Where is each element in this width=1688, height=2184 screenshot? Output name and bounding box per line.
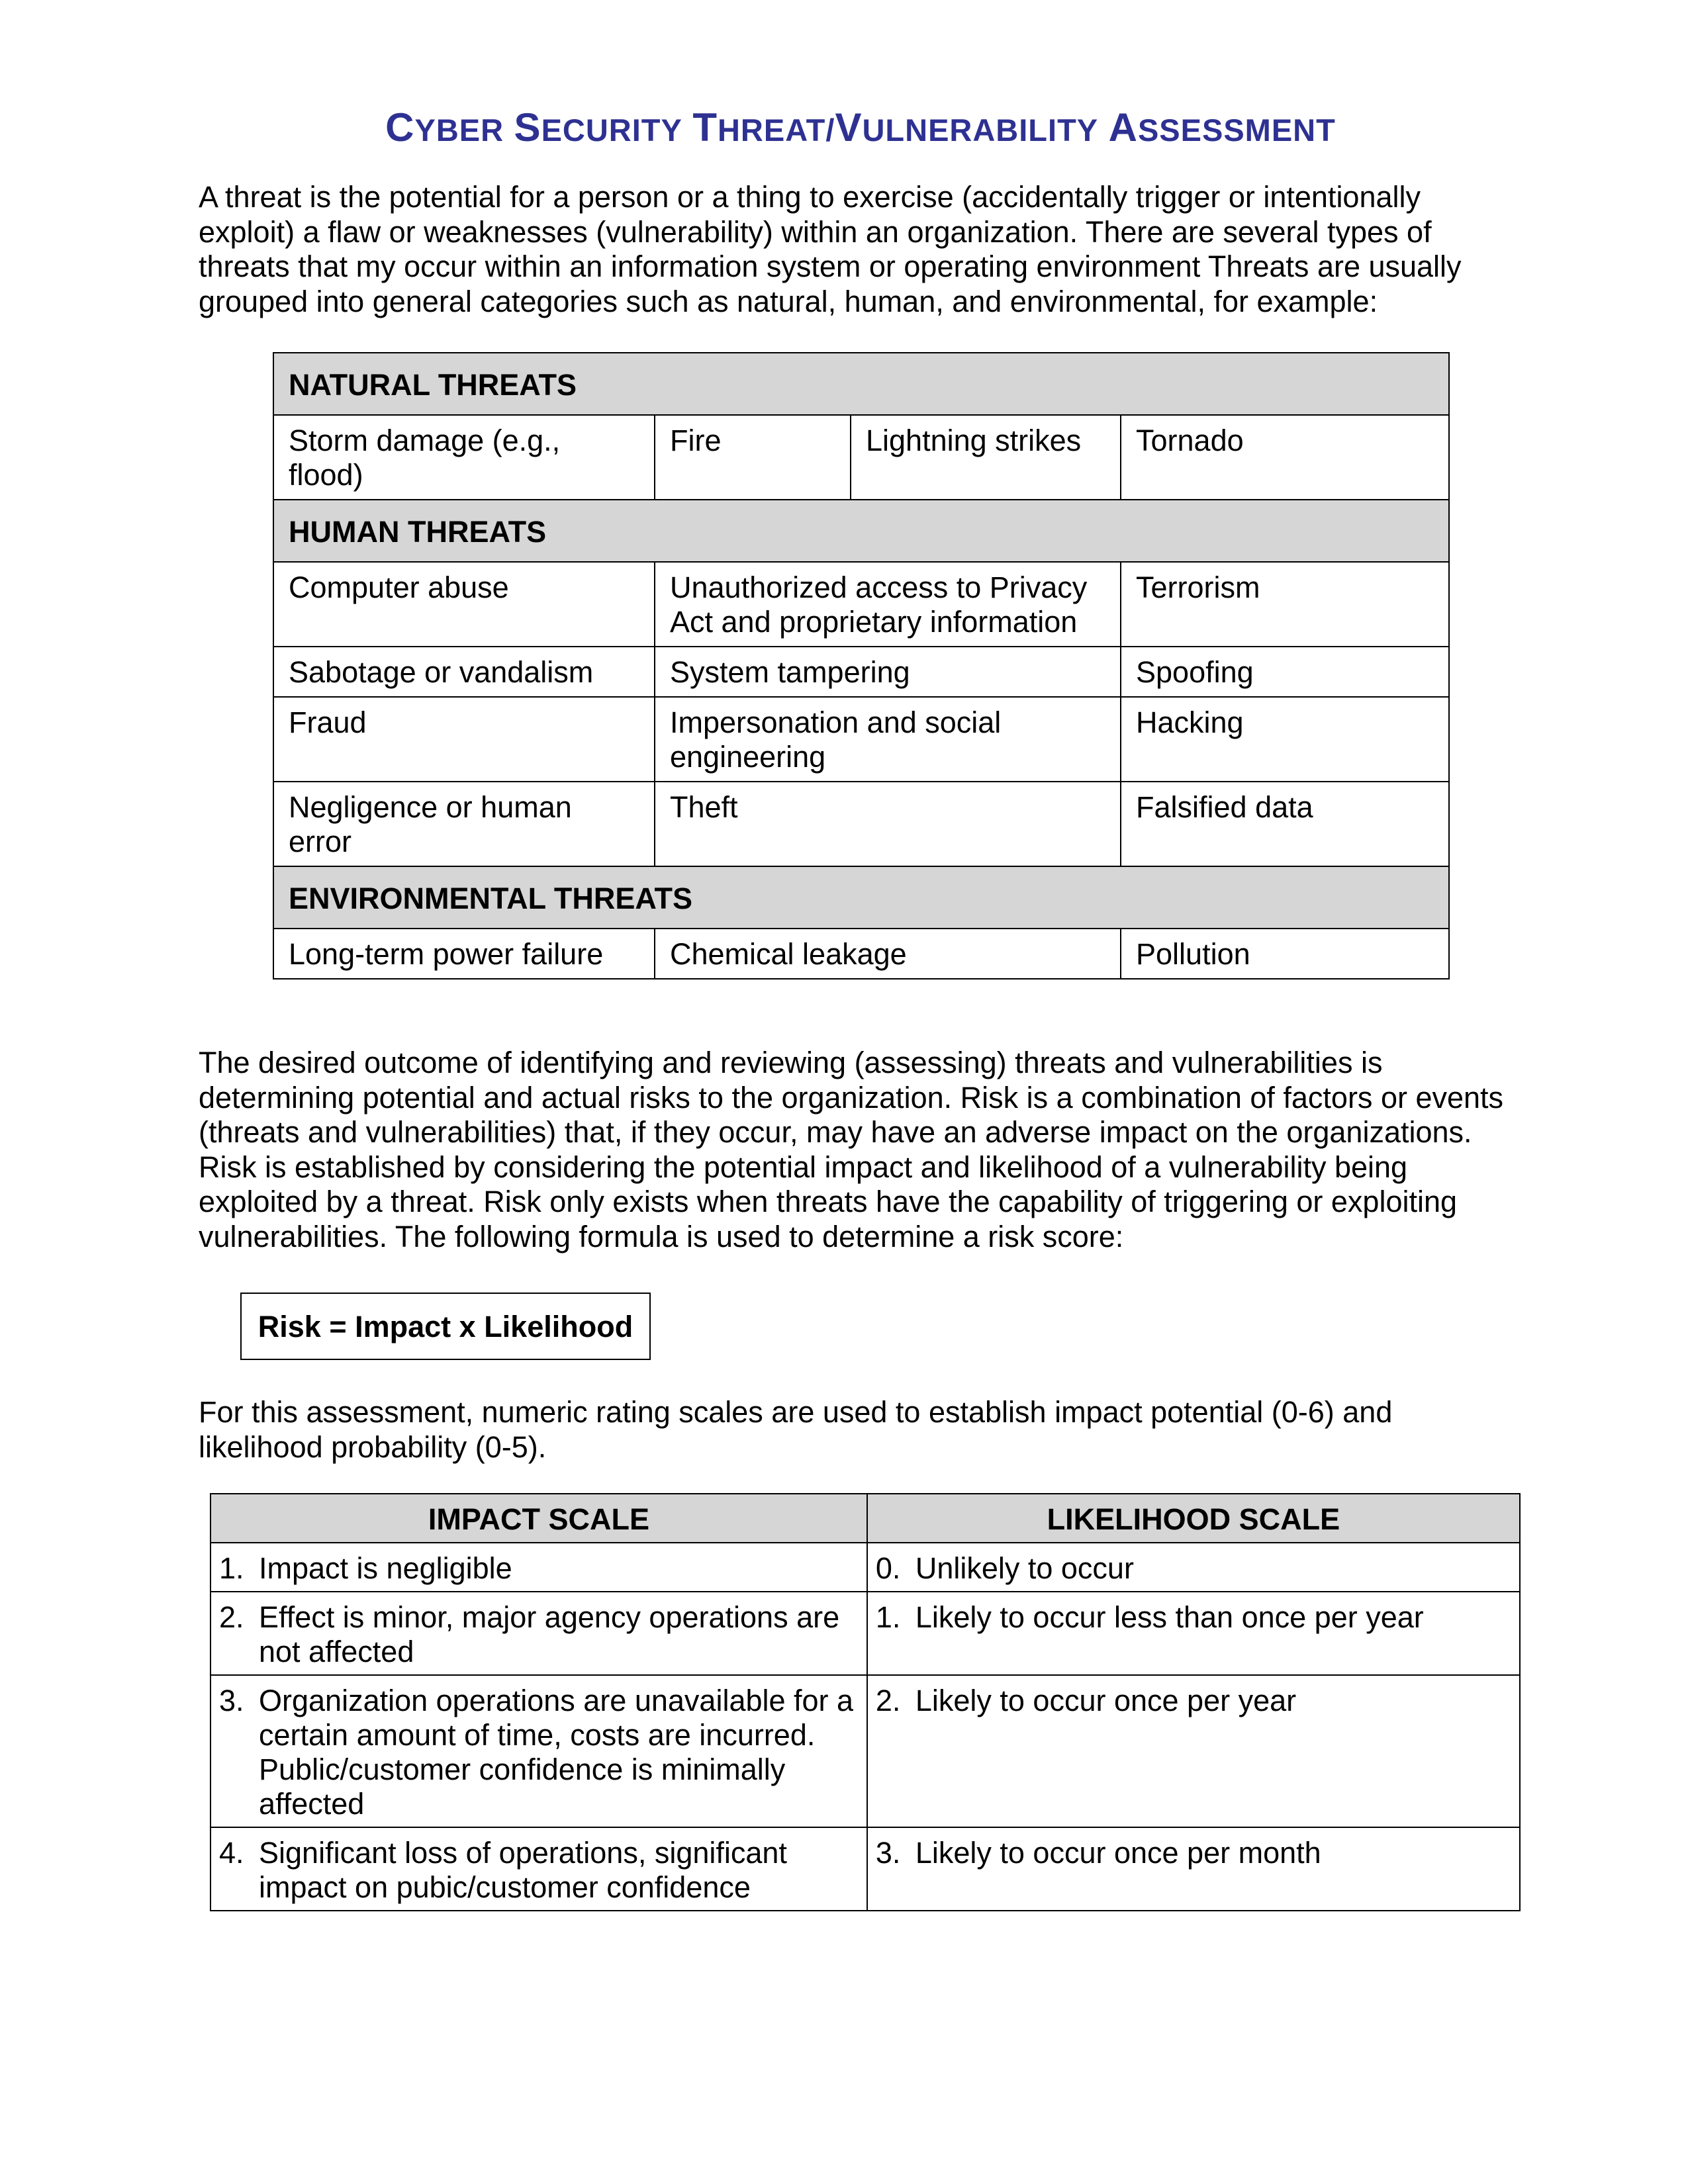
intro-paragraph: A threat is the potential for a person or a thing to exercise (accidentally trigger or intentionally exploit) a flaw or weaknesses (vulnerability) within an organization. There are several types of threats that my occur within an information system or operating environment Threats are usually grouped into general categories such as natural, human, and environmental, for example: (199, 180, 1462, 318)
table-row (273, 415, 1449, 500)
threat-cell: Chemical leakage (655, 929, 1121, 979)
table-row (211, 1675, 1520, 1827)
human-threats-header-row (273, 500, 1449, 562)
impact-scale-header: IMPACT SCALE (211, 1494, 867, 1543)
threat-cell: Fire (655, 415, 851, 500)
threat-cell: System tampering (655, 647, 1121, 697)
outcome-paragraph: The desired outcome of identifying and reviewing (assessing) threats and vulnerabilities is determining potential and actual risks to the organization. Risk is a combination of factors or events (threats and vulnerabilities) that, if they occur, may have an adverse impact on the organizations. Risk is established by considering the potential impact and likelihood of a vulnerability being exploited by a threat. Risk only exists when threats have the capability of triggering or exploiting vulnerabilities. The following formula is used to determine a risk score: (199, 1046, 1504, 1253)
threat-cell: Impersonation and social engineering (655, 697, 1121, 782)
natural-threats-header-row (273, 353, 1449, 415)
table-row (273, 562, 1449, 647)
likelihood-scale-header: LIKELIHOOD SCALE (867, 1494, 1520, 1543)
threat-cell: Unauthorized access to Privacy Act and proprietary information (655, 562, 1121, 647)
table-row (273, 929, 1449, 979)
table-row (273, 782, 1449, 866)
environmental-threats-header-row (273, 866, 1449, 929)
impact-number: 3. (219, 1684, 244, 1717)
likelihood-text: Likely to occur less than once per year (915, 1600, 1424, 1634)
risk-formula-box: Risk = Impact x Likelihood (240, 1293, 651, 1360)
environmental-threats-header: ENVIRONMENTAL THREATS (273, 866, 1449, 929)
impact-text: Significant loss of operations, significant impact on pubic/customer confidence (259, 1836, 787, 1904)
table-row (211, 1827, 1520, 1911)
threat-cell: Hacking (1121, 697, 1449, 782)
scales-paragraph: For this assessment, numeric rating scales are used to establish impact potential (0-6) and likelihood probability (0-5). (199, 1395, 1393, 1464)
table-row (211, 1543, 1520, 1592)
human-threats-header: HUMAN THREATS (273, 500, 1449, 562)
impact-cell (211, 1827, 867, 1911)
threat-cell: Pollution (1121, 929, 1449, 979)
document-title: CYBER SECURITY THREAT/VULNERABILITY ASSESSMENT (385, 105, 1336, 150)
impact-number: 4. (219, 1836, 244, 1870)
threat-cell: Fraud (273, 697, 655, 782)
likelihood-cell (867, 1827, 1520, 1911)
threats-table (273, 352, 1450, 979)
likelihood-number: 0. (875, 1551, 901, 1585)
impact-text: Organization operations are unavailable for a certain amount of time, costs are incurred. Public/customer confidence is minimally affected (259, 1684, 854, 1821)
likelihood-text: Likely to occur once per year (915, 1684, 1297, 1717)
impact-number: 2. (219, 1600, 244, 1634)
threat-cell: Tornado (1121, 415, 1449, 500)
threat-cell: Theft (655, 782, 1121, 866)
impact-number: 1. (219, 1551, 244, 1585)
impact-cell (211, 1675, 867, 1827)
threat-cell: Spoofing (1121, 647, 1449, 697)
likelihood-cell (867, 1592, 1520, 1675)
threat-cell: Computer abuse (273, 562, 655, 647)
natural-threats-header: NATURAL THREATS (273, 353, 1449, 415)
scales-table (210, 1493, 1521, 1911)
table-row (273, 647, 1449, 697)
impact-text: Impact is negligible (259, 1551, 512, 1585)
impact-cell (211, 1592, 867, 1675)
scales-header-row (211, 1494, 1520, 1543)
threat-cell: Negligence or human error (273, 782, 655, 866)
likelihood-text: Likely to occur once per month (915, 1836, 1321, 1870)
threat-cell: Falsified data (1121, 782, 1449, 866)
threat-cell: Storm damage (e.g., flood) (273, 415, 655, 500)
threat-cell: Lightning strikes (851, 415, 1121, 500)
likelihood-cell (867, 1543, 1520, 1592)
likelihood-number: 1. (875, 1600, 901, 1634)
likelihood-number: 3. (875, 1836, 901, 1870)
likelihood-number: 2. (875, 1684, 901, 1717)
threat-cell: Long-term power failure (273, 929, 655, 979)
table-row (211, 1592, 1520, 1675)
impact-text: Effect is minor, major agency operations are not affected (259, 1600, 840, 1668)
likelihood-cell (867, 1675, 1520, 1827)
threat-cell: Terrorism (1121, 562, 1449, 647)
impact-cell (211, 1543, 867, 1592)
threat-cell: Sabotage or vandalism (273, 647, 655, 697)
table-row (273, 697, 1449, 782)
likelihood-text: Unlikely to occur (915, 1551, 1134, 1585)
